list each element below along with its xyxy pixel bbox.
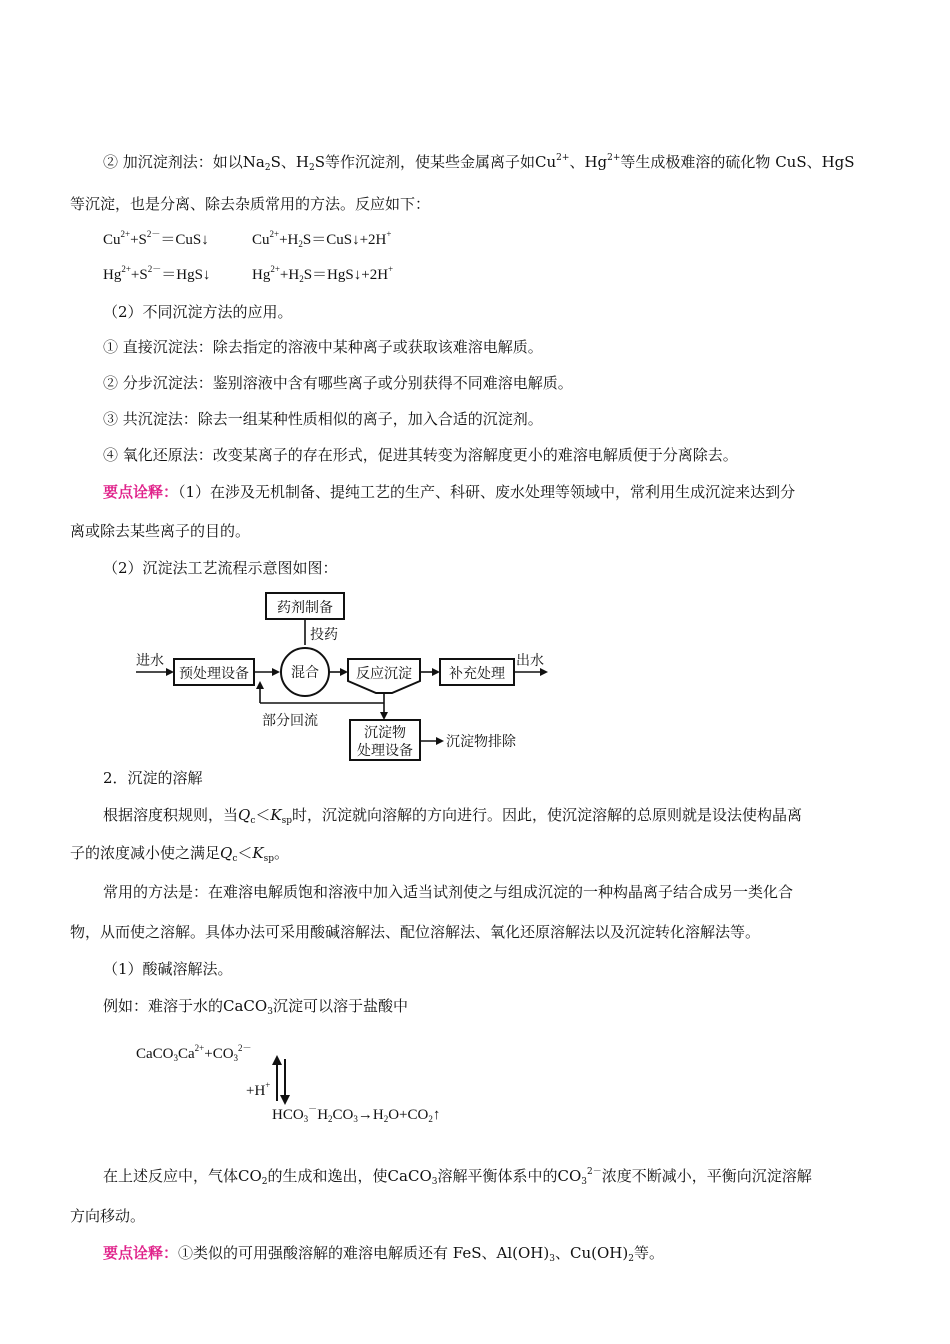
- paragraph-precipitant-cont: 等沉淀，也是分离、除去杂质常用的方法。反应如下：: [70, 195, 431, 213]
- note-paragraph-2: 要点诠释：①类似的可用强酸溶解的难溶电解质还有 FeS、$Al(OH)_3$、$Cu(OH)_2$等。: [103, 1244, 664, 1264]
- paragraph-solubility-rule-cont: 子的浓度减小使之满足$Q_c<K_{sp}$。: [70, 844, 290, 864]
- list-item: ② 分步沉淀法：鉴别溶液中含有哪些离子或分别获得不同难溶电解质。: [103, 374, 573, 392]
- note-paragraph-cont: 离或除去某些离子的目的。: [70, 522, 251, 540]
- heading-acid-base: （1）酸碱溶解法。: [103, 960, 233, 978]
- flow-caption: （2）沉淀法工艺流程示意图如图：: [103, 559, 338, 577]
- reflux-label: 部分回流: [262, 713, 318, 729]
- equation-cu-h2s: $Cu^{2+}+H_2S=CuS↓+2H^+$: [252, 229, 392, 249]
- example-line: 例如：难溶于水的CaCO$_3$沉淀可以溶于盐酸中: [103, 997, 408, 1017]
- dosing-label: 投药: [310, 627, 338, 643]
- equilibrium-arrows-icon: [270, 1055, 292, 1105]
- outlet-label: 出水: [516, 653, 544, 669]
- note-label: 要点诠释：: [103, 1244, 179, 1262]
- equation-hg-s: $Hg^{2+}+S^{2-}=HgS↓$: [103, 264, 211, 283]
- sludge-label-2: 处理设备: [357, 743, 413, 759]
- note-paragraph: 要点诠释：（1）在涉及无机制备、提纯工艺的生产、科研、废水处理等领域中，常利用生成沉淀来达到分: [103, 483, 796, 501]
- paragraph-co2-release: 在上述反应中，气体$CO_2$的生成和逸出，使CaCO$_3$溶解平衡体系中的$CO_3^{2-}$浓度不断减小，平衡向沉淀溶解: [103, 1167, 812, 1187]
- supp-label: 补充处理: [449, 666, 505, 682]
- list-item: ③ 共沉淀法：除去一组某种性质相似的离子，加入合适的沉淀剂。: [103, 410, 543, 428]
- paragraph-solubility-rule: 根据溶度积规则，当$Q_c<K_{sp}$时，沉淀就向溶解的方向进行。因此，使沉淀溶解的总原则就是设法使构晶离: [103, 806, 803, 826]
- paragraph-precipitant-method: ② 加沉淀剂法：如以$Na_2S$、$H_2S$等作沉淀剂，使某些金属离子如$Cu^{2+}$、$Hg^{2+}$等生成极难溶的硫化物 CuS、HgS: [103, 153, 855, 173]
- sludge-label-1: 沉淀物: [364, 725, 406, 741]
- reagent-label: 药剂制备: [277, 600, 333, 616]
- equation-cu-s: $Cu^{2+}+S^{2-}=CuS↓$: [103, 229, 209, 248]
- paragraph-methods-cont: 物，从而使之溶解。具体办法可采用酸碱溶解法、配位溶解法、氧化还原溶解法以及沉淀转化溶解法等。: [70, 923, 761, 941]
- paragraph-co2-release-cont: 方向移动。: [70, 1207, 146, 1225]
- pretreat-label: 预处理设备: [179, 666, 249, 682]
- equation-hg-h2s: $Hg^{2+}+H_2S=HgS↓+2H^+$: [252, 264, 394, 284]
- equilibrium-hplus: +H+: [246, 1080, 271, 1099]
- list-item: ④ 氧化还原法：改变某离子的存在形式，促进其转变为溶解度更小的难溶电解质便于分离除去。: [103, 446, 738, 464]
- equilibrium-bottom: $HCO_3^-H_2CO_3\to H_2O+CO_2↑$: [272, 1104, 441, 1124]
- heading-applications: （2）不同沉淀方法的应用。: [103, 303, 293, 321]
- mix-label: 混合: [291, 665, 319, 681]
- react-label: 反应沉淀: [356, 666, 412, 682]
- precipitation-process-diagram: [130, 585, 560, 765]
- paragraph-methods: 常用的方法是：在难溶电解质饱和溶液中加入适当试剂使之与组成沉淀的一种构晶离子结合成另一类化合: [103, 883, 794, 901]
- note-label: 要点诠释：: [103, 483, 179, 501]
- inlet-label: 进水: [136, 653, 164, 669]
- discharge-label: 沉淀物排除: [446, 734, 516, 750]
- list-item: ① 直接沉淀法：除去指定的溶液中某种离子或获取该难溶电解质。: [103, 338, 543, 356]
- heading-dissolution: 2．沉淀的溶解: [103, 769, 203, 787]
- equilibrium-top: $CaCO_3Ca^{2+}+CO_3^{2-}$: [136, 1043, 252, 1063]
